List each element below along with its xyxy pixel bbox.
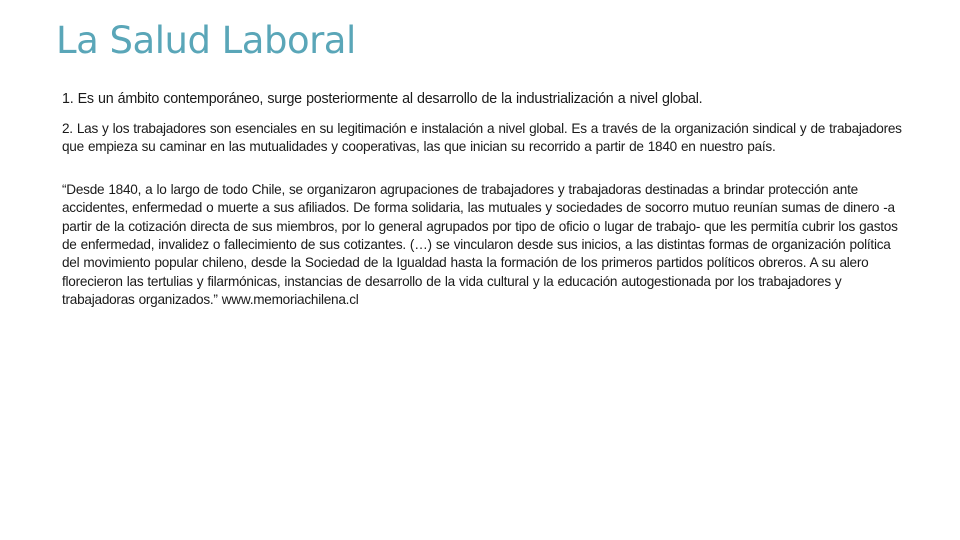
slide-title: La Salud Laboral: [56, 19, 356, 62]
paragraph-point-1: 1. Es un ámbito contemporáneo, surge posteriormente al desarrollo de la industrialización a nivel global.: [62, 91, 703, 107]
quote-paragraph: “Desde 1840, a lo largo de todo Chile, se organizaron agrupaciones de trabajadores y trabajadoras destinadas a brindar protección ante accidentes, enfermedad o muerte a sus afiliados. De forma solidaria, las mutuales y sociedades de socorro mutuo reunían sumas de dinero -a partir de la cotización directa de sus miembros, por lo general agrupados por tipo de oficio o lugar de trabajo- que les permitía cubrir los gastos de enfermedad, invalidez o fallecimiento de sus cotizantes. (…) se vincularon desde sus inicios, a las distintas formas de organización política del movimiento popular chileno, desde la Sociedad de la Igualdad hasta la formación de los primeros partidos políticos obreros. A su alero florecieron las tertulias y filarmónicas, instancias de desarrollo de la vida cultural y la educación autogestionada por los trabajadores y trabajadoras organizados.” www.memoriachilena.cl: [62, 181, 898, 308]
paragraph-point-2: 2. Las y los trabajadores son esenciales en su legitimación e instalación a nivel global. Es a través de la organización sindical y de trabajadores que empieza su caminar en las mutualidades y cooperativas, las que inician su recorrido a partir de 1840 en nuestro país.: [62, 121, 902, 155]
slide-body: [62, 88, 907, 310]
